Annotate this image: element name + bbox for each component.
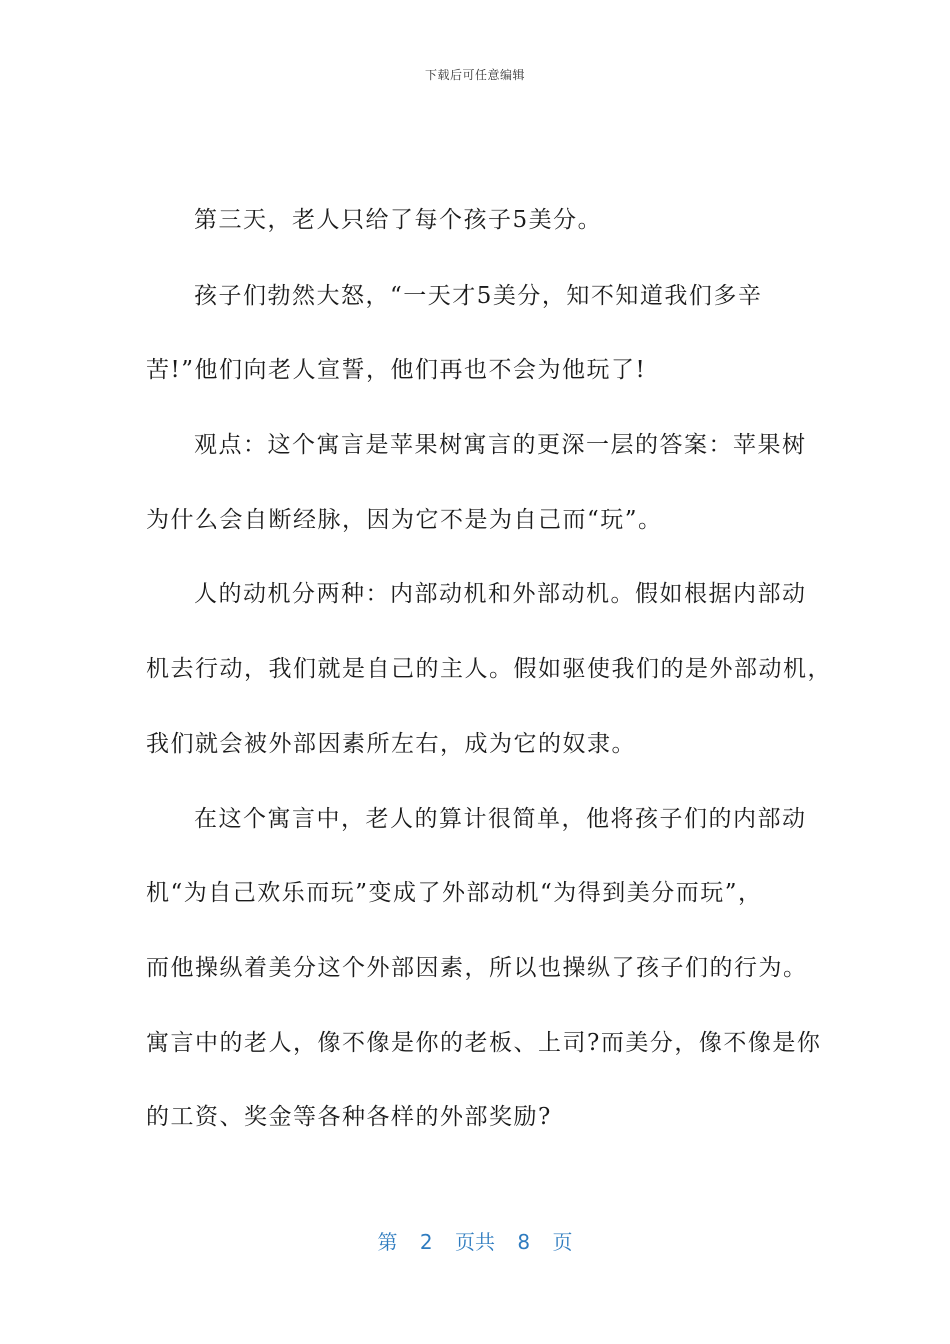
paragraph-line: 寓言中的老人，像不像是你的老板、上司?而美分，像不像是你: [146, 1030, 822, 1056]
paragraph-line: 为什么会自断经脉，因为它不是为自己而“玩”。: [146, 507, 663, 533]
paragraph-line: 机去行动，我们就是自己的主人。假如驱使我们的是外部动机，: [146, 656, 832, 682]
page-suffix: 页: [552, 1230, 573, 1254]
paragraph-line: 第三天，老人只给了每个孩子5美分。: [194, 207, 603, 233]
paragraph-line: 机“为自己欢乐而玩”变成了外部动机“为得到美分而玩”，: [146, 880, 763, 906]
paragraph-line: 观点：这个寓言是苹果树寓言的更深一层的答案：苹果树: [194, 432, 807, 458]
paragraph-line: 在这个寓言中，老人的算计很简单，他将孩子们的内部动: [194, 806, 807, 832]
page-total: 8: [517, 1230, 531, 1254]
paragraph-line: 而他操纵着美分这个外部因素，所以也操纵了孩子们的行为。: [146, 955, 808, 981]
page-number: 2: [419, 1230, 433, 1254]
page-prefix: 第: [377, 1230, 398, 1254]
page-footer: [0, 1226, 950, 1255]
paragraph-line: 孩子们勃然大怒，“一天才5美分，知不知道我们多辛: [194, 283, 763, 309]
header-note: 下载后可任意编辑: [424, 68, 525, 82]
page-mid: 页共: [455, 1230, 495, 1254]
paragraph-line: 我们就会被外部因素所左右，成为它的奴隶。: [146, 731, 636, 757]
paragraph-line: 苦!”他们向老人宣誓，他们再也不会为他玩了!: [146, 357, 647, 383]
paragraph-line: 的工资、奖金等各种各样的外部奖励?: [146, 1104, 552, 1130]
paragraph-line: 人的动机分两种：内部动机和外部动机。假如根据内部动: [194, 581, 807, 607]
